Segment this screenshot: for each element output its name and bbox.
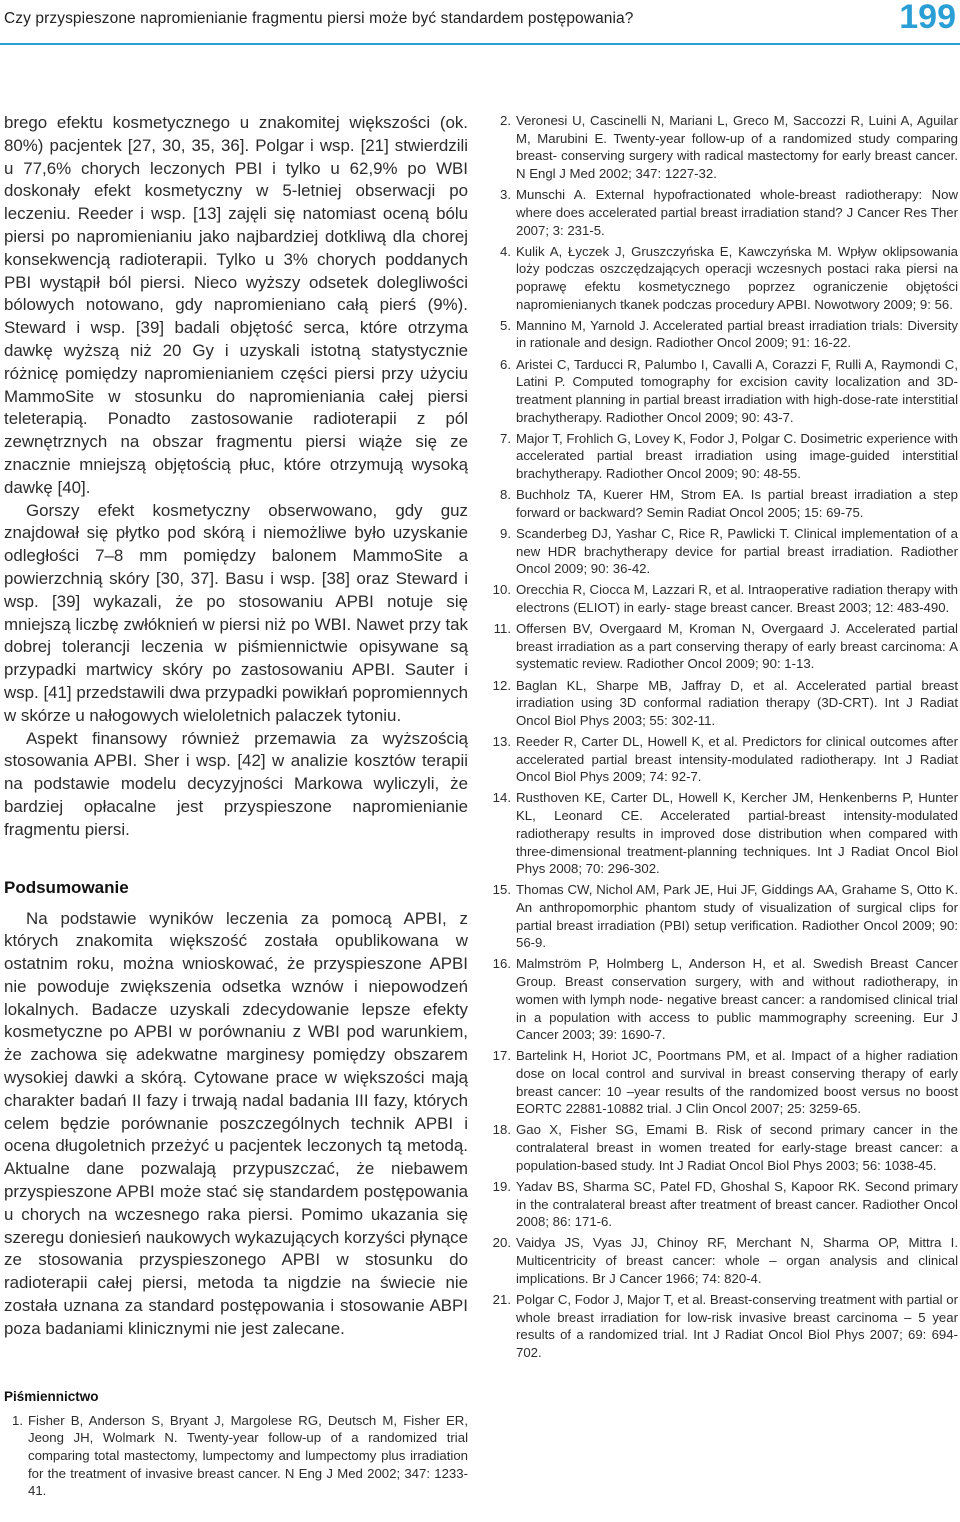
summary-paragraph: Na podstawie wyników leczenia za pomocą APBI, z których znakomita większość została opublikowana w ostatnim roku, można wnioskować, że przyspieszone APBI nie powoduje zwiększenia odsetka wznów i niepowodzeń lokalnych. Badacze uzyskali zdecydowanie lepsze efekty kosmetyczne po APBI w porównaniu z WBI pod warunkiem, że zachowa się adekwatne marginesy pomiędzy obszarem wysokiej dawki a skórą. Cytowane prace w większości mają charakter badań II fazy i trwają nadal badania III fazy, których celem będzie porównanie poszczególnych technik APBI i ocena długoletnich przeżyć u pacjentek leczonych tą metodą. Aktualne dane pozwalają przypuszczać, że niebawem przyspieszone APBI może stać się standardem postępowania u chorych na wczesnego raka piersi. Pomimo ukazania się szeregu doniesień naukowych wykazujących korzyści płynące ze stosowania przyspieszonego APBI w stosunku do radioterapii całej piersi, metoda ta nigdzie na świecie nie została uznana za standard postępowania i stosowanie ABPI poza badaniami klinicznymi nie jest zalecane.: [4, 908, 468, 1338]
body-paragraph: Aspekt finansowy również przemawia za wyższością stosowania APBI. Sher i wsp. [42] w analizie kosztów terapii na podstawie modelu decyzyjności Markowa wyliczyli, że bardziej opłacalne jest przyspieszone napromienianie fragmentu piersi.: [4, 728, 468, 839]
reference-number: 5.: [500, 317, 511, 333]
header-rule: [0, 43, 960, 45]
reference-number: 14.: [492, 790, 511, 806]
reference-number: 16.: [492, 956, 511, 972]
reference-number: 2.: [500, 113, 511, 128]
reference-item: [492, 430, 958, 483]
reference-item: [492, 525, 958, 578]
body-paragraph: brego efektu kosmetycznego u znakomitej większości (ok. 80%) pacjentek [27, 30, 35, 36]. Polgar i wsp. [21] stwierdzili u 77,6% chorych leczonych PBI i tylko u 62,9% po WBI doskonały efekt kosmetyczny w 5-letniej obserwacji po leczeniu. Reeder i wsp. [13] zajęli się natomiast oceną bólu piersi po napromienianiu jako najbardziej dotkliwą dla chorej konsekwencją radioterapii. Tylko u 3% chorych poddanych PBI wystąpił ból piersi. Nieco wyższy odsetek dolegliwości bólowych notowano, gdy napromieniano całą pierś (9%). Steward i wsp. [39] badali objętość serca, które otrzyma dawkę wyższą niż 20 Gy i uzyskali istotną statystycznie różnicę pomiędzy napromienianiem części piersi przy użyciu MammoSite w stosunku do napromieniania całej piersi teleterapią. Ponadto zastosowanie radioterapii z pól zewnętrznych na obszar fragmentu piersi wiąże się ze znacznie mniejszą objętością płuc, które otrzymują wysoką dawkę [40].: [4, 113, 468, 497]
reference-number: 6.: [500, 356, 511, 372]
page-number: 199: [899, 0, 956, 36]
reference-number: 4.: [500, 243, 511, 259]
reference-item: [492, 789, 958, 878]
reference-number: 9.: [500, 525, 511, 541]
reference-number: 13.: [492, 733, 511, 749]
reference-text: Kulik A, Łyczek J, Gruszczyńska E, Kawczyńska M. Wpływ oklipsowania loży podczas oszczędzających operacji wczesnych postaci raka piersi na poprawę efektu kosmetycznego poprzez ograniczenie objętości napromienianych tkanek podczas procedury APBI. Nowotwory 2009; 9: 56.: [516, 243, 958, 312]
reference-item: [492, 677, 958, 730]
reference-item: [492, 955, 958, 1044]
reference-item: [492, 1178, 958, 1231]
reference-number: 19.: [492, 1178, 511, 1194]
reference-text: Veronesi U, Cascinelli N, Mariani L, Greco M, Saccozzi R, Luini A, Aguilar M, Marubini E. Twenty-year follow-up of a randomized study comparing breast- conserving surgery with radical mastectomy for early breast cancer. N Engl J Med 2002; 347: 1227-32.: [516, 113, 958, 182]
reference-text: Gao X, Fisher SG, Emami B. Risk of second primary cancer in the contralateral breast in women treated for early-stage breast cancer: a population-based study. Int J Radiat Oncol Biol Phys 2003; 56: 1038-45.: [516, 1122, 958, 1173]
left-column: [4, 112, 468, 1504]
reference-number: 7.: [500, 430, 511, 446]
right-column: [492, 112, 958, 1365]
reference-text: Fisher B, Anderson S, Bryant J, Margolese RG, Deutsch M, Fisher ER, Jeong JH, Wolmark N. Twenty-year follow-up of a randomized trial comparing total mastectomy, lumpectomy and lumpectomy plus irradiation for the treatment of invasive breast cancer. N Eng J Med 2002; 347: 1233-41.: [28, 1412, 468, 1499]
reference-text: Orecchia R, Ciocca M, Lazzari R, et al. Intraoperative radiation therapy with electrons (ELIOT) in early- stage breast cancer. Breast 2003; 12: 483-490.: [516, 582, 958, 616]
reference-item: [492, 733, 958, 786]
reference-item: [492, 1291, 958, 1362]
reference-number: 21.: [492, 1291, 511, 1307]
reference-text: Rusthoven KE, Carter DL, Howell K, Kercher JM, Henkenberns P, Hunter KL, Leonard CE. Accelerated partial-breast intensity-modulated radiotherapy results in improved dose distribution when compared with three-dimensional treatment-planning techniques. Int J Radiat Oncol Biol Phys 2008; 70: 296-302.: [516, 790, 958, 877]
reference-item: [492, 581, 958, 616]
reference-number: 18.: [492, 1122, 511, 1138]
reference-item: [492, 1234, 958, 1287]
reference-text: Buchholz TA, Kuerer HM, Strom EA. Is partial breast irradiation a step forward or backward? Semin Radiat Oncol 2005; 15: 69-75.: [516, 487, 958, 520]
reference-list-left: [4, 1412, 468, 1501]
reference-item: [492, 881, 958, 952]
page-header: [0, 0, 960, 48]
reference-number: 1.: [12, 1412, 23, 1428]
running-title: Czy przyspieszone napromienianie fragmentu piersi może być standardem postępowania?: [4, 10, 634, 27]
reference-number: 3.: [500, 187, 511, 203]
body-paragraph: Gorszy efekt kosmetyczny obserwowano, gdy guz znajdował się płytko pod skórą i niemożliwe było uzyskanie odległości 7–8 mm pomiędzy balonem MammoSite a powierzchnią skóry [30, 37]. Basu i wsp. [38] oraz Steward i wsp. [39] wykazali, że po stosowaniu APBI notuje się mniejszą liczbę zwłóknień w piersi niż po WBI. Nawet przy tak dobrej tolerancji leczenia w piśmiennictwie opisywane są przypadki martwicy skóry po zastosowaniu APBI. Sauter i wsp. [41] przedstawili dwa przypadki powikłań popromiennych w skórze u nałogowych wieloletnich palaczek tytoniu.: [4, 500, 468, 725]
references-heading: Piśmiennictwo: [4, 1388, 99, 1404]
reference-number: 11.: [493, 621, 511, 637]
reference-text: Malmström P, Holmberg L, Anderson H, et al. Swedish Breast Cancer Group. Breast conservation surgery, with and without radiotherapy, in women with lymph node- negative breast cancer: a randomised clinical trial in a population with access to public mammography screening. Eur J Cancer 2003; 39: 1690-7.: [516, 956, 958, 1043]
reference-item: [4, 1412, 468, 1501]
reference-number: 8.: [500, 487, 511, 503]
reference-item: [492, 1121, 958, 1174]
reference-number: 17.: [492, 1048, 511, 1064]
reference-text: Bartelink H, Horiot JC, Poortmans PM, et al. Impact of a higher radiation dose on local control and survival in breast conserving therapy of early breast cancer: 10 –year results of the randomized boost versus no boost EORTC 22881-10882 trial. J Clin Oncol 2007; 25: 3259-65.: [516, 1048, 958, 1117]
section-heading-summary: Podsumowanie: [4, 877, 129, 897]
reference-number: 12.: [492, 677, 511, 693]
reference-number: 10.: [492, 582, 511, 598]
reference-text: Yadav BS, Sharma SC, Patel FD, Ghoshal S, Kapoor RK. Second primary in the contralateral breast after treatment of breast cancer. Radiother Oncol 2008; 86: 171-6.: [516, 1178, 958, 1230]
reference-item: [492, 1047, 958, 1118]
reference-text: Mannino M, Yarnold J. Accelerated partial breast irradiation trials: Diversity in rationale and design. Radiother Oncol 2009; 91: 16-22.: [516, 317, 958, 351]
reference-item: [492, 620, 958, 673]
reference-text: Vaidya JS, Vyas JJ, Chinoy RF, Merchant N, Sharma OP, Mittra I. Multicentricity of breast cancer: whole – organ analysis and clinical implications. Br J Cancer 1966; 74: 820-4.: [516, 1235, 958, 1286]
reference-text: Reeder R, Carter DL, Howell K, et al. Predictors for clinical outcomes after accelerated partial breast intensity-modulated radiotherapy. Int J Radiat Oncol Biol Phys 2009; 74: 92-7.: [516, 733, 958, 785]
reference-text: Polgar C, Fodor J, Major T, et al. Breast-conserving treatment with partial or whole breast irradiation for low-risk invasive breast carcinoma – 5 year results of a randomized trial. Int J Radiat Oncol Biol Phys 2007; 69: 694-702.: [516, 1291, 958, 1360]
reference-item: [492, 112, 958, 183]
reference-text: Baglan KL, Sharpe MB, Jaffray D, et al. Accelerated partial breast irradiation using 3D conformal radiation therapy (3D-CRT). Int J Radiat Oncol Biol Phys 2003; 55: 302-11.: [516, 677, 958, 728]
reference-text: Scanderbeg DJ, Yashar C, Rice R, Pawlicki T. Clinical implementation of a new HDR brachytherapy device for partial breast irradiation. Radiother Oncol 2009; 90: 36-42.: [516, 525, 958, 577]
reference-item: [492, 317, 958, 352]
reference-text: Offersen BV, Overgaard M, Kroman N, Overgaard J. Accelerated partial breast irradiation as a part conserving therapy of early breast carcinoma: A systematic review. Radiother Oncol 2009; 90: 1-13.: [516, 621, 958, 672]
reference-text: Thomas CW, Nichol AM, Park JE, Hui JF, Giddings AA, Grahame S, Otto K. An anthropomorphic phantom study of visualization of surgical clips for partial breast irradiation (PBI) setup verification. Radiother Oncol 2009; 90: 56-9.: [516, 882, 958, 951]
reference-text: Munschi A. External hypofractionated whole-breast radiotherapy: Now where does accelerated partial breast irradiation stand? J Cancer Res Ther 2007; 3: 231-5.: [516, 187, 958, 238]
reference-item: [492, 356, 958, 427]
reference-item: [492, 186, 958, 239]
reference-number: 20.: [492, 1235, 511, 1251]
reference-item: [492, 243, 958, 314]
reference-text: Major T, Frohlich G, Lovey K, Fodor J, Polgar C. Dosimetric experience with accelerated partial breast irradiation using image-guided interstitial brachytherapy. Radiother Oncol 2009; 90: 48-55.: [516, 430, 958, 482]
reference-number: 15.: [492, 882, 511, 898]
reference-text: Aristei C, Tarducci R, Palumbo I, Cavalli A, Corazzi F, Rulli A, Raymondi C, Latini P. Computed tomography for excision cavity localization and 3D-treatment planning in partial breast irradiation with high-dose-rate interstitial brachytherapy. Radiother Oncol 2009; 90: 43-7.: [516, 356, 958, 425]
reference-list-right: [492, 112, 958, 1362]
reference-item: [492, 486, 958, 521]
